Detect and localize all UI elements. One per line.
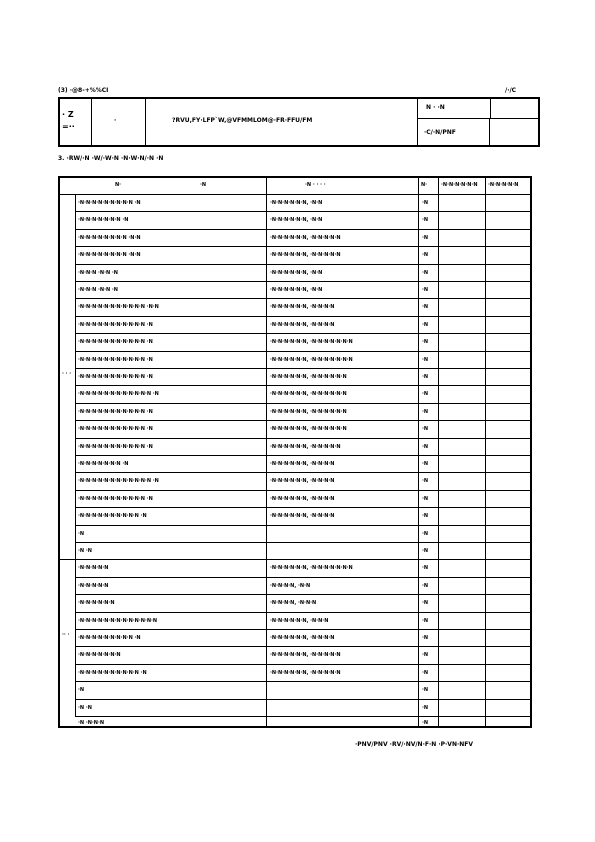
item-spec: ·N·N·N·N·N·N, ·N·N <box>270 217 323 224</box>
item-spec: ·N·N·N·N·N·N, ·N·N·N·N <box>270 321 335 328</box>
group-divider <box>75 559 76 716</box>
item-num: ·N <box>422 635 429 641</box>
item-spec: ·N·N·N·N·N·N, ·N·N·N·N·N <box>270 443 341 450</box>
item-name: ·N·N·N·N·N·N·N·N·N·N·N ·N <box>78 374 153 380</box>
item-name: ·N·N·N·N·N·N·N·N·N ·N <box>78 200 141 206</box>
item-num: ·N <box>422 339 429 346</box>
item-spec: ·N·N·N·N·N·N, ·N·N·N·N·N·N·N <box>270 339 353 346</box>
table-row-border <box>75 229 532 230</box>
table-row-border <box>75 507 532 508</box>
item-name: ·N·N·N·N·N·N·N·N·N·N·N ·N <box>78 443 153 450</box>
item-num: ·N <box>422 461 429 467</box>
item-name: ·N·N·N·N·N·N·N·N·N·N·N ·N <box>78 495 153 502</box>
table-row-border <box>75 264 532 265</box>
total-label: ·N ·N·N·N <box>78 720 105 726</box>
item-name: ·N·N·N·N·N·N·N·N·N·N·N·N·N <box>78 617 158 624</box>
table-row-border <box>75 490 532 491</box>
item-num: ·N <box>422 669 429 676</box>
item-num: ·N <box>422 652 429 659</box>
header-cell: ·N·N·N·N·N·N <box>441 182 478 188</box>
item-name: ·N·N·N·N·N·N·N·N·N·N·N ·N <box>78 408 153 415</box>
table-row-border <box>75 333 532 334</box>
table-row-border <box>75 281 532 282</box>
footer-text: ·PNV/PNV ·RV/·NV/N·F·N ·P·VN·NFV <box>355 741 474 748</box>
item-num: ·N <box>422 200 429 206</box>
header-row-border <box>58 194 532 195</box>
item-name: ·N·N·N·N·N <box>78 565 109 572</box>
item-num: ·N <box>422 617 429 624</box>
item-num: ·N <box>422 304 429 311</box>
column-divider <box>485 176 486 728</box>
item-num: ·N <box>422 495 429 502</box>
table-row-border <box>75 594 532 595</box>
table-row-border <box>75 612 532 613</box>
item-num: ·N <box>422 356 429 363</box>
section-label: 3. ·RW/·N ·W/·W·N ·N·W·N/·N ·N <box>58 155 164 162</box>
header-cell: ·N·N·N·N·N <box>488 182 519 188</box>
item-num: ·N <box>422 530 429 537</box>
item-name: ·N·N·N·N·N·N·N·N·N·N·N ·N <box>78 356 153 363</box>
item-spec: ·N·N·N·N·N·N, ·N·N·N·N·N·N <box>270 374 347 380</box>
item-spec: ·N·N·N·N·N·N, ·N·N·N·N·N <box>270 234 341 241</box>
header-cell: N· <box>421 182 428 188</box>
item-name: ·N·N·N·N·N·N·N ·N <box>78 461 129 467</box>
header-right-text: /·/C <box>505 87 517 94</box>
item-name: ·N·N·N·N·N <box>78 582 109 589</box>
item-name: ·N·N·N·N·N·N·N·N·N·N·N ·N <box>78 321 153 328</box>
item-name: ·N <box>78 687 85 694</box>
group-divider <box>75 194 76 559</box>
table-row-border <box>75 681 532 682</box>
form-code-top: · Z <box>62 110 74 119</box>
group1-label: · · · <box>62 370 72 377</box>
table-row-border <box>75 368 532 369</box>
item-name: ·N·N·N·N·N·N·N·N·N·N ·N <box>78 513 147 520</box>
item-name: ·N·N·N·N·N·N·N·N·N·N·N·N ·N <box>78 478 159 485</box>
table-row-border <box>75 629 532 630</box>
item-spec: ·N·N·N·N·N·N, ·N·N·N·N·N·N·N <box>270 356 353 363</box>
table-row-border <box>75 664 532 665</box>
table-row-border <box>75 455 532 456</box>
table-row-border <box>75 211 532 212</box>
item-name: ·N·N·N·N·N·N·N·N·N·N ·N <box>78 669 147 676</box>
group-border <box>58 559 532 560</box>
item-name: ·N·N·N·N·N·N·N·N·N ·N <box>78 635 141 641</box>
group2-label: ·· · <box>62 631 70 638</box>
item-num: ·N <box>422 478 429 485</box>
item-num: ·N <box>422 374 429 380</box>
item-num: ·N <box>422 408 429 415</box>
item-num: ·N <box>422 443 429 450</box>
item-spec: ·N·N·N·N·N·N, ·N·N <box>270 200 323 206</box>
item-num: ·N <box>422 321 429 328</box>
item-spec: ·N·N·N·N·N·N, ·N·N·N·N·N <box>270 252 341 259</box>
item-spec: ·N·N·N·N·N·N, ·N·N·N·N·N·N·N <box>270 565 353 572</box>
item-spec: ·N·N·N·N·N·N, ·N·N·N·N·N·N <box>270 408 347 415</box>
item-num: ·N <box>422 234 429 241</box>
item-spec: ·N·N·N·N·N·N, ·N·N <box>270 269 323 276</box>
table-row-border <box>75 525 532 526</box>
item-name: ·N·N·N·N·N·N·N·N ·N·N <box>78 234 141 241</box>
table-row-border <box>75 403 532 404</box>
item-spec: ·N·N·N·N·N·N, ·N·N·N <box>270 617 329 624</box>
approval-label: N · ·N <box>426 104 445 111</box>
item-spec: ·N·N·N·N, ·N·N·N <box>270 600 317 607</box>
item-name: ·N·N·N·N·N·N·N ·N <box>78 217 129 224</box>
header-cell: ·N · · · · <box>305 182 326 188</box>
item-spec: ·N·N·N·N·N·N, ·N·N·N·N <box>270 478 335 485</box>
item-spec: ·N·N·N·N·N·N, ·N·N·N·N·N·N <box>270 391 347 398</box>
item-spec: ·N·N·N·N·N·N, ·N·N·N·N <box>270 513 335 520</box>
approval-code-cell <box>418 119 490 147</box>
item-name: ·N·N·N·N·N·N·N·N ·N·N <box>78 252 141 259</box>
form-code-bottom: =·· <box>62 122 75 131</box>
item-num: ·N <box>422 687 429 694</box>
table-row-border <box>75 577 532 578</box>
item-name: ·N·N·N·N·N·N·N <box>78 652 121 659</box>
form-code-cell <box>58 97 92 147</box>
item-num: ·N <box>422 600 429 607</box>
item-name: ·N ·N <box>78 548 92 554</box>
header-cell: N· <box>115 182 122 188</box>
table-row-border <box>75 472 532 473</box>
approval-divider <box>490 97 491 119</box>
table-row-border <box>75 646 532 647</box>
table-row-border <box>75 385 532 386</box>
item-name: ·N·N·N·N·N·N <box>78 600 115 607</box>
table-row-border <box>75 438 532 439</box>
form-title: ?RVU,FY·LFP`W,@VFMMLOM@·FR·FFU/FM <box>172 117 313 124</box>
approval-code: ·C/·N/PNF <box>424 129 456 136</box>
form-mark: · <box>114 117 117 124</box>
approval-row <box>418 97 540 119</box>
table-row-border <box>75 716 532 717</box>
item-name: ·N·N·N·N·N·N·N·N·N·N·N ·N·N <box>78 304 159 311</box>
item-name: ·N·N·N·N·N·N·N·N·N·N·N ·N <box>78 426 153 433</box>
item-num: ·N <box>422 426 429 433</box>
item-num: ·N <box>422 217 429 224</box>
item-spec: ·N·N·N·N·N·N, ·N·N·N·N <box>270 461 335 467</box>
item-num: ·N <box>422 269 429 276</box>
table-row-border <box>75 246 532 247</box>
item-spec: ·N·N·N·N·N·N, ·N·N·N·N <box>270 635 335 641</box>
item-num: ·N <box>422 391 429 398</box>
item-num: ·N <box>422 582 429 589</box>
item-num: ·N <box>422 548 429 554</box>
column-divider <box>418 176 419 728</box>
item-name: ·N <box>78 530 85 537</box>
table-row-border <box>75 420 532 421</box>
item-name: ·N·N·N·N·N·N·N·N·N·N·N ·N <box>78 339 153 346</box>
item-name: ·N·N·N·N·N·N·N·N·N·N·N·N ·N <box>78 391 159 398</box>
column-divider <box>438 176 439 728</box>
item-num: ·N <box>422 565 429 572</box>
form-title-cell <box>146 97 418 147</box>
item-num: ·N <box>422 704 429 711</box>
item-spec: ·N·N·N·N·N·N, ·N·N·N·N·N <box>270 669 341 676</box>
item-name: ·N·N·N ·N·N ·N <box>78 269 118 276</box>
total-num: ·N <box>422 720 429 726</box>
table-row-border <box>75 351 532 352</box>
item-spec: ·N·N·N·N·N·N, ·N·N·N·N·N <box>270 652 341 659</box>
table-row-border <box>75 298 532 299</box>
table-row-border <box>75 699 532 700</box>
item-spec: ·N·N·N·N, ·N·N <box>270 582 311 589</box>
item-name: ·N ·N <box>78 704 92 711</box>
item-spec: ·N·N·N·N·N·N, ·N·N·N·N <box>270 304 335 311</box>
item-spec: ·N·N·N·N·N·N, ·N·N·N·N·N·N <box>270 426 347 433</box>
header-left-text: (3) ·@8-+%%CI <box>58 87 109 94</box>
item-num: ·N <box>422 513 429 520</box>
table-row-border <box>75 316 532 317</box>
item-num: ·N <box>422 287 429 293</box>
table-row-border <box>75 542 532 543</box>
item-spec: ·N·N·N·N·N·N, ·N·N <box>270 287 323 293</box>
item-spec: ·N·N·N·N·N·N, ·N·N·N·N <box>270 495 335 502</box>
form-mark-cell <box>92 97 146 147</box>
header-cell: ·N <box>200 182 207 188</box>
item-num: ·N <box>422 252 429 259</box>
column-divider <box>266 176 267 728</box>
item-name: ·N·N·N ·N·N ·N <box>78 287 118 293</box>
